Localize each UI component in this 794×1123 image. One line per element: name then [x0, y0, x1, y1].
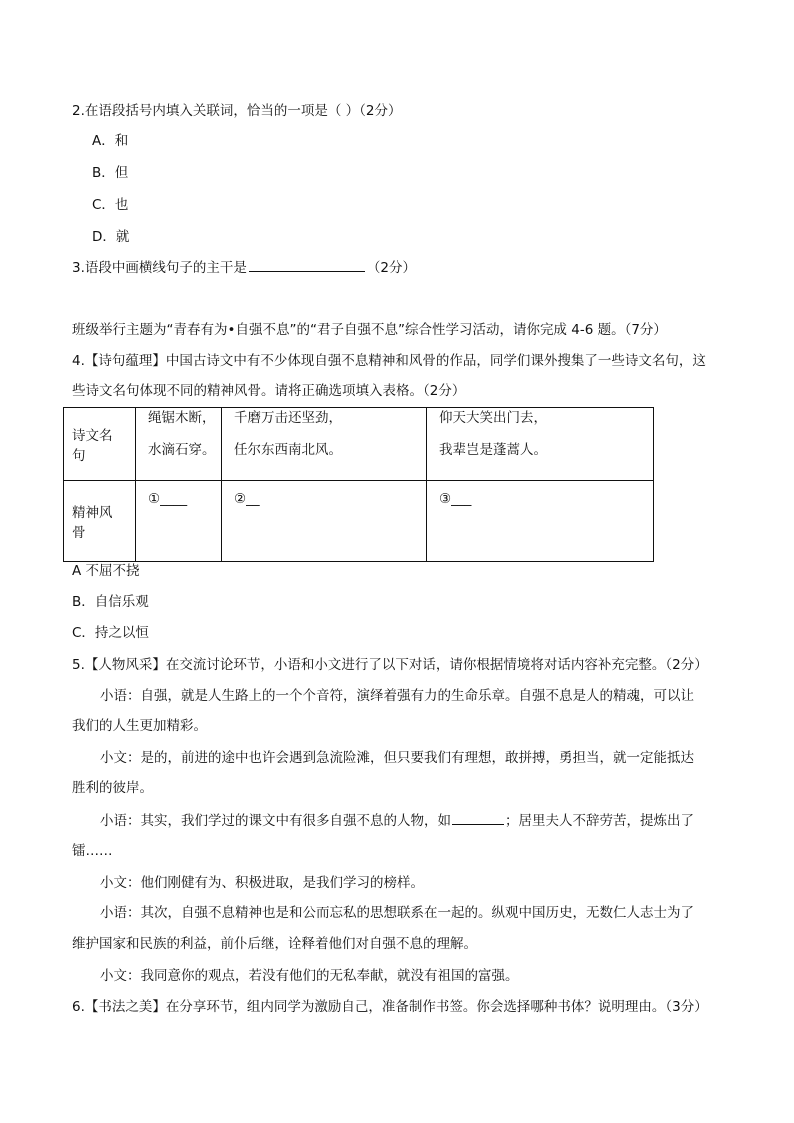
dialogue-2-line-2: 胜利的彼岸。	[72, 780, 153, 796]
q4-option-c: C．持之以恒	[72, 625, 149, 641]
table-row	[64, 408, 654, 481]
poem-3-line-1: 仰天大笑出门去，	[439, 410, 547, 426]
q4-option-b: B．自信乐观	[72, 594, 149, 610]
poem-1-line-1: 绳锯木断，	[148, 410, 216, 426]
q2-option-b: B．但	[92, 165, 129, 181]
spirit-blank-2[interactable]: ②__	[222, 481, 427, 562]
q5-answer-blank[interactable]	[452, 810, 504, 825]
dialogue-4: 小文：他们刚健有为、积极进取，是我们学习的榜样。	[100, 875, 424, 891]
table-row	[64, 481, 654, 562]
question-3	[72, 257, 416, 278]
spirit-blank-1[interactable]: ①____	[136, 481, 222, 562]
dialogue-3-text-after: ；居里夫人不辞劳苦，提炼出了	[505, 813, 694, 829]
poem-cell-1	[136, 408, 222, 481]
q4-stem-line2: 些诗文名句体现不同的精神风骨。请将正确选项填入表格。（2分）	[72, 383, 466, 399]
dialogue-5-line-1: 小语：其次，自强不息精神也是和公而忘私的思想联系在一起的。纵观中国历史，无数仁人志士为了	[100, 905, 694, 921]
q3-stem: 3.语段中画横线句子的主干是	[72, 260, 247, 276]
poem-1-line-2: 水滴石穿。	[148, 442, 216, 458]
q2-option-a: A．和	[92, 133, 129, 149]
q2-option-c: C．也	[92, 197, 129, 213]
dialogue-3-line-1	[100, 810, 694, 831]
dialogue-1-line-2: 我们的人生更加精彩。	[72, 718, 207, 734]
poem-cell-2	[222, 408, 427, 481]
spirit-blank-3[interactable]: ③___	[427, 481, 654, 562]
q5-stem: 5.【人物风采】在交流讨论环节，小语和小文进行了以下对话，请你根据情境将对话内容补充完整。（2分）	[72, 657, 708, 673]
dialogue-5-line-2: 维护国家和民族的利益，前仆后继，诠释着他们对自强不息的理解。	[72, 936, 477, 952]
dialogue-3-line-2: 镭……	[72, 843, 113, 859]
poem-2-line-1: 千磨万击还坚劲，	[234, 410, 342, 426]
dialogue-6: 小文：我同意你的观点，若没有他们的无私奉献，就没有祖国的富强。	[100, 968, 519, 984]
poem-3-line-2: 我辈岂是蓬蒿人。	[439, 442, 547, 458]
q4-stem-line1: 4.【诗句蕴理】中国古诗文中有不少体现自强不息精神和风骨的作品，同学们课外搜集了一些诗文名句，这	[72, 353, 706, 369]
poem-row-header: 诗文名句	[64, 408, 136, 481]
poem-table	[63, 407, 654, 562]
question-6-stem: 6.【书法之美】在分享环节，组内同学为激励自己，准备制作书签。你会选择哪种书体？说明理由。（3分）	[72, 999, 708, 1015]
poem-2-line-2: 任尔东西南北风。	[234, 442, 342, 458]
poem-cell-3	[427, 408, 654, 481]
q2-option-d: D．就	[92, 229, 130, 245]
dialogue-3-text-before: 小语：其实，我们学过的课文中有很多自强不息的人物，如	[100, 813, 451, 829]
q3-score: （2分）	[366, 260, 416, 276]
dialogue-2-line-1: 小文：是的，前进的途中也许会遇到急流险滩，但只要我们有理想，敢拼搏，勇担当，就一定能抵达	[100, 750, 694, 766]
q4-option-a: A 不屈不挠	[72, 563, 140, 579]
q2-stem: 2.在语段括号内填入关联词，恰当的一项是（ ）（2分）	[72, 103, 402, 119]
q3-answer-blank[interactable]	[249, 257, 365, 272]
dialogue-1-line-1: 小语：自强，就是人生路上的一个个音符，演绎着强有力的生命乐章。自强不息是人的精魂，可以让	[100, 688, 694, 704]
spirit-row-header: 精神风骨	[64, 481, 136, 562]
activity-intro: 班级举行主题为“青春有为•自强不息”的“君子自强不息”综合性学习活动，请你完成 4-6 题。（7分）	[72, 322, 667, 338]
